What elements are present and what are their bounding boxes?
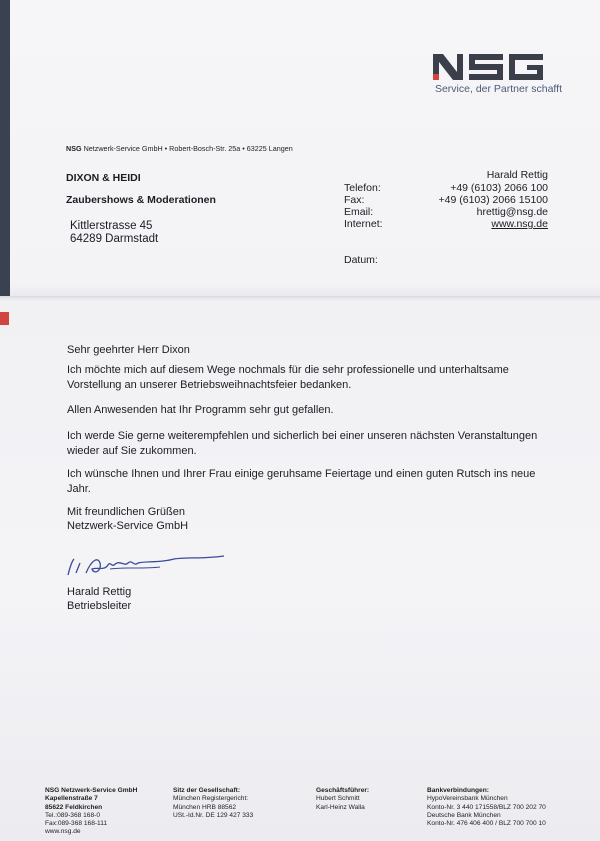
closing-company: Netzwerk-Service GmbH (67, 520, 189, 532)
nsg-logo (433, 54, 561, 80)
company-tagline: Service, der Partner schafft (434, 83, 562, 95)
signer-name: Harald Rettig (67, 586, 132, 598)
paper-fold-line (0, 296, 600, 299)
footer-manager: Karl-Heinz Walla (316, 803, 365, 811)
sender-address-rest: Netzwerk-Service GmbH • Robert-Bosch-Str. 25a • 63225 Langen (83, 144, 293, 153)
footer-account: Konto-Nr. 476 406 400 / BLZ 700 700 10 (427, 820, 546, 828)
footer-registry-line: München Registergericht: (173, 795, 249, 803)
contact-label: Email: (344, 206, 374, 218)
recipient-name: DIXON & HEIDI (66, 172, 141, 184)
salutation: Sehr geehrter Herr Dixon (67, 344, 190, 356)
footer-company: NSG Netzwerk-Service GmbH (45, 787, 138, 794)
paragraph-wishes: Ich wünsche Ihnen und Ihrer Frau einige geruhsame Feiertage und einen guten Rutsch ins neue Jahr. (67, 468, 536, 495)
recipient-city: 64289 Darmstadt (70, 233, 159, 245)
contact-label: Telefon: (344, 182, 381, 194)
contact-value: hrettig@nsg.de (476, 206, 548, 218)
footer-manager: Hubert Schmitt (316, 795, 360, 803)
footer-registry-line: München HRB 88562 (173, 803, 237, 811)
footer-banking (427, 787, 546, 828)
footer-management (316, 787, 369, 812)
recipient-street: Kittlerstrasse 45 (70, 220, 153, 232)
footer-bank: Deutsche Bank München (427, 811, 501, 819)
footer-phone: Tel.:089-368 168-0 (45, 811, 100, 819)
signer-title: Betriebsleiter (67, 600, 132, 612)
website-link[interactable]: www.nsg.de (491, 218, 548, 230)
footer-bank: HypoVereinsbank München (427, 795, 508, 803)
paragraph-thanks: Ich möchte mich auf diesem Wege nochmals für die sehr professionelle und unterhaltsame Vorstellung an unserer Betriebsweihnachtsfeier bedanken. (67, 364, 509, 391)
left-edge-strip (0, 0, 10, 296)
date-label: Datum: (344, 254, 378, 266)
footer-registry-heading: Sitz der Gesellschaft: (173, 787, 241, 794)
footer-account: Konto-Nr. 3 440 171558/BLZ 700 202 70 (427, 803, 546, 811)
footer-management-heading: Geschäftsführer: (316, 787, 370, 794)
footer-web: www.nsg.de (45, 828, 81, 836)
footer-street: Kapellenstraße 7 (45, 795, 98, 803)
sender-company-short: NSG (66, 144, 82, 153)
footer-registry (173, 787, 253, 820)
footer-registry-line: USt.-Id.Nr. DE 129 427 333 (173, 811, 254, 819)
contact-label: Fax: (344, 194, 365, 206)
footer-city: 85622 Feldkirchen (45, 803, 103, 811)
contact-value: +49 (6103) 2066 15100 (438, 194, 548, 206)
contact-value: +49 (6103) 2066 100 (450, 182, 548, 194)
closing-greeting: Mit freundlichen Grüßen (67, 506, 185, 518)
sender-address-line (66, 144, 293, 153)
contact-label: Internet: (344, 218, 383, 230)
footer-address (45, 787, 137, 837)
paragraph-feedback: Allen Anwesenden hat Ihr Programm sehr gut gefallen. (67, 404, 334, 416)
fold-mark (0, 312, 9, 325)
contact-person: Harald Rettig (486, 169, 548, 181)
footer-banking-heading: Bankverbindungen: (427, 787, 489, 794)
paragraph-recommend: Ich werde Sie gerne weiterempfehlen und sicherlich bei einer unseren nächsten Veranstaltungen wieder auf Sie zukommen. (67, 430, 538, 457)
handwritten-signature (64, 553, 234, 588)
footer-fax: Fax:089-368 168-111 (45, 820, 108, 828)
recipient-company: Zaubershows & Moderationen (66, 194, 216, 206)
